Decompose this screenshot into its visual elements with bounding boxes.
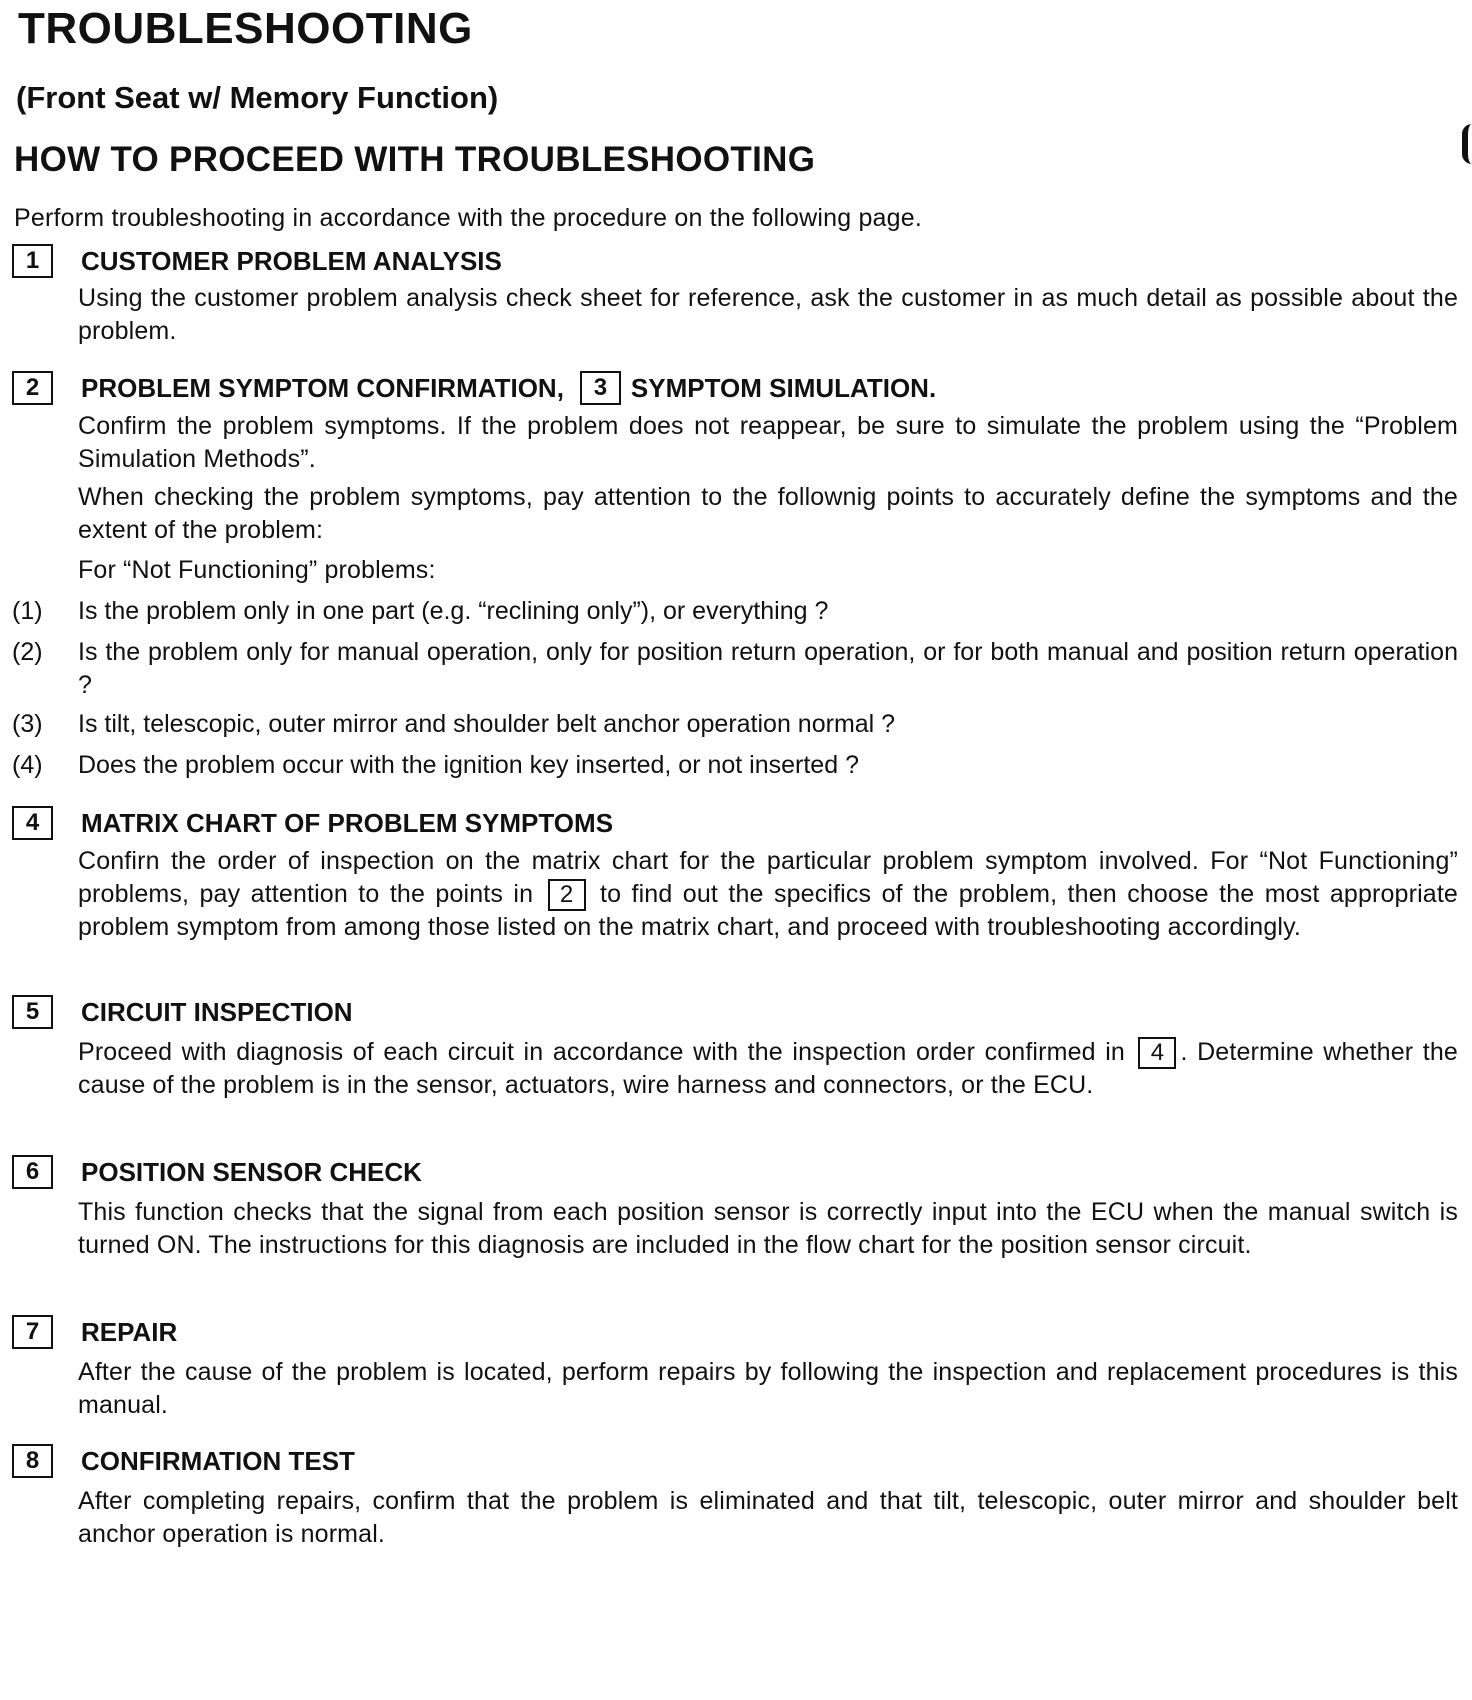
step-4-text — [78, 845, 1458, 944]
section-heading: HOW TO PROCEED WITH TROUBLESHOOTING — [14, 140, 816, 179]
step-number-box: 6 — [12, 1155, 53, 1189]
step-number-box: 2 — [12, 371, 53, 405]
list-item — [12, 708, 1458, 741]
list-item-number: (2) — [12, 638, 43, 666]
step-title: POSITION SENSOR CHECK — [81, 1156, 422, 1187]
list-item-text: Is tilt, telescopic, outer mirror and shoulder belt anchor operation normal ? — [78, 710, 896, 738]
step-4-text-b: to find out the specifics of the problem, then choose the most appropriate problem symptom from among those listed on the matrix chart, and proceed with troubleshooting accordingly. — [78, 880, 1458, 941]
step-6-heading — [12, 1154, 422, 1190]
step-1-text: Using the customer problem analysis check sheet for reference, ask the customer in as much detail as possible about the problem. — [78, 284, 1458, 345]
step-ref-box: 4 — [1138, 1037, 1176, 1069]
step-number-box: 7 — [12, 1315, 53, 1349]
list-item-text: Does the problem occur with the ignition key inserted, or not inserted ? — [78, 751, 859, 779]
step-title: MATRIX CHART OF PROBLEM SYMPTOMS — [81, 807, 614, 838]
list-item — [12, 636, 1458, 702]
step-title: REPAIR — [81, 1316, 178, 1347]
step-2-text-1: Confirm the problem symptoms. If the problem does not reappear, be sure to simulate the problem using the “Problem Simulation Methods”. — [78, 412, 1458, 473]
step-4-heading — [12, 805, 613, 841]
step-1-heading — [12, 243, 502, 279]
step-title-2: SYMPTOM SIMULATION. — [630, 372, 937, 403]
intro-text: Perform troubleshooting in accordance with the procedure on the following page. — [14, 204, 923, 232]
step-6-text: This function checks that the signal from each position sensor is correctly input into the ECU when the manual switch is turned ON. The instructions for this diagnosis are included in the flow chart for the position sensor circuit. — [78, 1198, 1458, 1259]
margin-mark — [1462, 124, 1472, 164]
list-item-number: (3) — [12, 710, 43, 738]
list-item-text: Is the problem only in one part (e.g. “reclining only”), or everything ? — [78, 597, 829, 625]
list-item-number: (4) — [12, 751, 43, 779]
list-item — [12, 595, 1458, 628]
step-4-text-a: Confirn the order of inspection on the matrix chart for the particular problem symptom involved. For “Not Functioning” problems, pay attention to the points in — [78, 847, 1458, 908]
step-2-text-2: When checking the problem symptoms, pay attention to the follownig points to accurately define the symptoms and the extent of the problem: — [78, 483, 1458, 544]
step-number-box: 3 — [580, 371, 621, 405]
step-2-heading — [12, 370, 936, 406]
step-7-text: After the cause of the problem is located, perform repairs by following the inspection and replacement procedures is this manual. — [78, 1358, 1458, 1419]
step-number-box: 1 — [12, 244, 53, 278]
list-item — [12, 749, 1458, 782]
step-title: CUSTOMER PROBLEM ANALYSIS — [81, 245, 502, 276]
step-number-box: 5 — [12, 995, 53, 1029]
step-5-text — [78, 1036, 1458, 1102]
page-title: TROUBLESHOOTING — [18, 4, 473, 53]
step-2-text-3: For “Not Functioning” problems: — [78, 556, 436, 584]
step-7-heading — [12, 1314, 177, 1350]
step-8-heading — [12, 1443, 355, 1479]
list-item-text: Is the problem only for manual operation, only for position return operation, or for both manual and position return operation ? — [78, 638, 1458, 699]
step-5-text-b: . Determine whether the cause of the problem is in the sensor, actuators, wire harness and connectors, or the ECU. — [78, 1038, 1458, 1099]
step-ref-box: 2 — [548, 879, 586, 911]
step-title: CONFIRMATION TEST — [81, 1445, 355, 1476]
step-8-text: After completing repairs, confirm that the problem is eliminated and that tilt, telescopic, outer mirror and shoulder belt anchor operation is normal. — [78, 1487, 1458, 1548]
page-subtitle: (Front Seat w/ Memory Function) — [16, 80, 499, 115]
step-number-box: 4 — [12, 806, 53, 840]
step-5-heading — [12, 994, 353, 1030]
step-title: CIRCUIT INSPECTION — [81, 996, 353, 1027]
step-title: PROBLEM SYMPTOM CONFIRMATION, — [81, 372, 564, 403]
step-number-box: 8 — [12, 1444, 53, 1478]
step-5-text-a: Proceed with diagnosis of each circuit in accordance with the inspection order confirmed in — [78, 1038, 1125, 1066]
list-item-number: (1) — [12, 597, 43, 625]
